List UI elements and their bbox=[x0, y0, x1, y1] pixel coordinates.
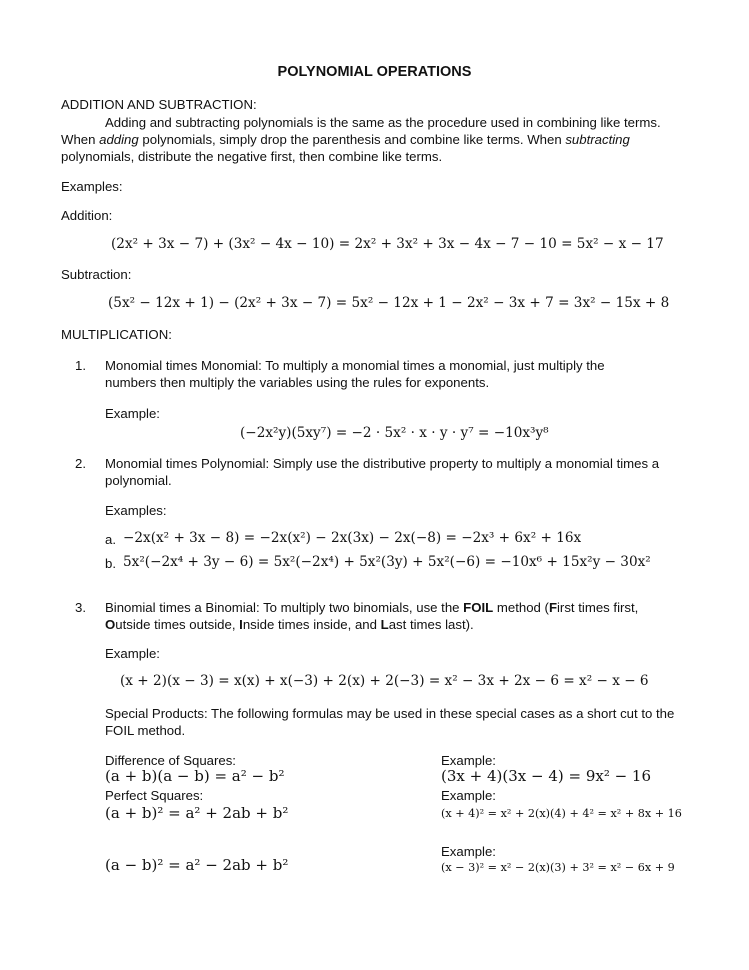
sub-example-b-label: b. bbox=[105, 556, 116, 571]
item-1-line-2: numbers then multiply the variables using the rules for exponents. bbox=[105, 375, 490, 390]
item-3-line-1 bbox=[105, 599, 638, 616]
intro-paragraph-line-1: Adding and subtracting polynomials is the same as the procedure used in combining like terms. bbox=[105, 115, 661, 130]
special-example-label-2: Example: bbox=[441, 788, 496, 803]
perfect-square-plus-formula: (a + b)² = a² + 2ab + b² bbox=[105, 804, 289, 822]
item-3-example-equation: (x + 2)(x − 3) = x(x) + x(−3) + 2(x) + 2(−3) = x² − 3x + 2x − 6 = x² − x − 6 bbox=[120, 673, 649, 689]
foil-bold: FOIL bbox=[463, 600, 494, 615]
examples-label: Examples: bbox=[61, 179, 123, 194]
subtraction-label: Subtraction: bbox=[61, 267, 132, 282]
intro-paragraph-line-2 bbox=[61, 131, 630, 148]
foil-letter-o: O bbox=[105, 617, 116, 632]
addition-label: Addition: bbox=[61, 208, 113, 223]
item-3-example-label: Example: bbox=[105, 646, 160, 661]
emphasis-adding: adding bbox=[99, 132, 139, 147]
sub-example-a-equation: −2x(x² + 3x − 8) = −2x(x²) − 2x(3x) − 2x(−8) = −2x³ + 6x² + 16x bbox=[123, 530, 582, 546]
text: utside times outside, bbox=[115, 617, 240, 632]
text: method ( bbox=[493, 600, 549, 615]
text: ast times last). bbox=[388, 617, 474, 632]
special-example-label-3: Example: bbox=[441, 844, 496, 859]
item-2-line-1: Monomial times Polynomial: Simply use the distributive property to multiply a monomial times a bbox=[105, 456, 660, 471]
addition-example-equation: (2x² + 3x − 7) + (3x² − 4x − 10) = 2x² + 3x² + 3x − 4x − 7 − 10 = 5x² − x − 17 bbox=[111, 236, 664, 252]
sub-example-a-label: a. bbox=[105, 532, 116, 547]
perfect-square-minus-formula: (a − b)² = a² − 2ab + b² bbox=[105, 856, 289, 874]
special-example-3: (x − 3)² = x² − 2(x)(3) + 3² = x² − 6x + 9 bbox=[441, 861, 675, 874]
section-heading-multiplication: MULTIPLICATION: bbox=[61, 327, 172, 342]
text: nside times inside, and bbox=[242, 617, 381, 632]
intro-paragraph-line-3: polynomials, distribute the negative first, then combine like terms. bbox=[61, 149, 443, 164]
section-heading-addition-subtraction: ADDITION AND SUBTRACTION: bbox=[61, 97, 257, 112]
text: Binomial times a Binomial: To multiply two binomials, use the bbox=[105, 600, 464, 615]
list-number-2: 2. bbox=[75, 456, 86, 471]
foil-letter-i: I bbox=[239, 617, 243, 632]
text: When bbox=[61, 132, 100, 147]
list-number-1: 1. bbox=[75, 358, 86, 373]
item-1-example-label: Example: bbox=[105, 406, 160, 421]
perfect-squares-label: Perfect Squares: bbox=[105, 788, 204, 803]
list-number-3: 3. bbox=[75, 600, 86, 615]
item-2-example-label: Examples: bbox=[105, 503, 167, 518]
text: polynomials, simply drop the parenthesis and combine like terms. When bbox=[138, 132, 566, 147]
page-title: POLYNOMIAL OPERATIONS bbox=[277, 64, 472, 80]
special-example-2: (x + 4)² = x² + 2(x)(4) + 4² = x² + 8x + 16 bbox=[441, 807, 682, 820]
item-2-line-2: polynomial. bbox=[105, 473, 172, 488]
item-1-line-1: Monomial times Monomial: To multiply a monomial times a monomial, just multiply the bbox=[105, 358, 605, 373]
item-3-line-2 bbox=[105, 616, 474, 633]
subtraction-example-equation: (5x² − 12x + 1) − (2x² + 3x − 7) = 5x² − 12x + 1 − 2x² − 3x + 7 = 3x² − 15x + 8 bbox=[108, 295, 670, 311]
special-products-line-1: Special Products: The following formulas may be used in these special cases as a short cut to the bbox=[105, 706, 675, 721]
text: irst times first, bbox=[557, 600, 639, 615]
foil-letter-f: F bbox=[548, 600, 557, 615]
special-products-line-2: FOIL method. bbox=[105, 723, 186, 738]
emphasis-subtracting: subtracting bbox=[565, 132, 630, 147]
foil-letter-l: L bbox=[380, 617, 389, 632]
special-example-1: (3x + 4)(3x − 4) = 9x² − 16 bbox=[441, 767, 652, 785]
special-example-label-1: Example: bbox=[441, 753, 496, 768]
difference-of-squares-label: Difference of Squares: bbox=[105, 753, 236, 768]
sub-example-b-equation: 5x²(−2x⁴ + 3y − 6) = 5x²(−2x⁴) + 5x²(3y) + 5x²(−6) = −10x⁶ + 15x²y − 30x² bbox=[123, 554, 651, 570]
item-1-example-equation: (−2x²y)(5xy⁷) = −2 · 5x² · x · y · y⁷ = −10x³y⁸ bbox=[240, 425, 549, 441]
difference-of-squares-formula: (a + b)(a − b) = a² − b² bbox=[105, 767, 285, 785]
